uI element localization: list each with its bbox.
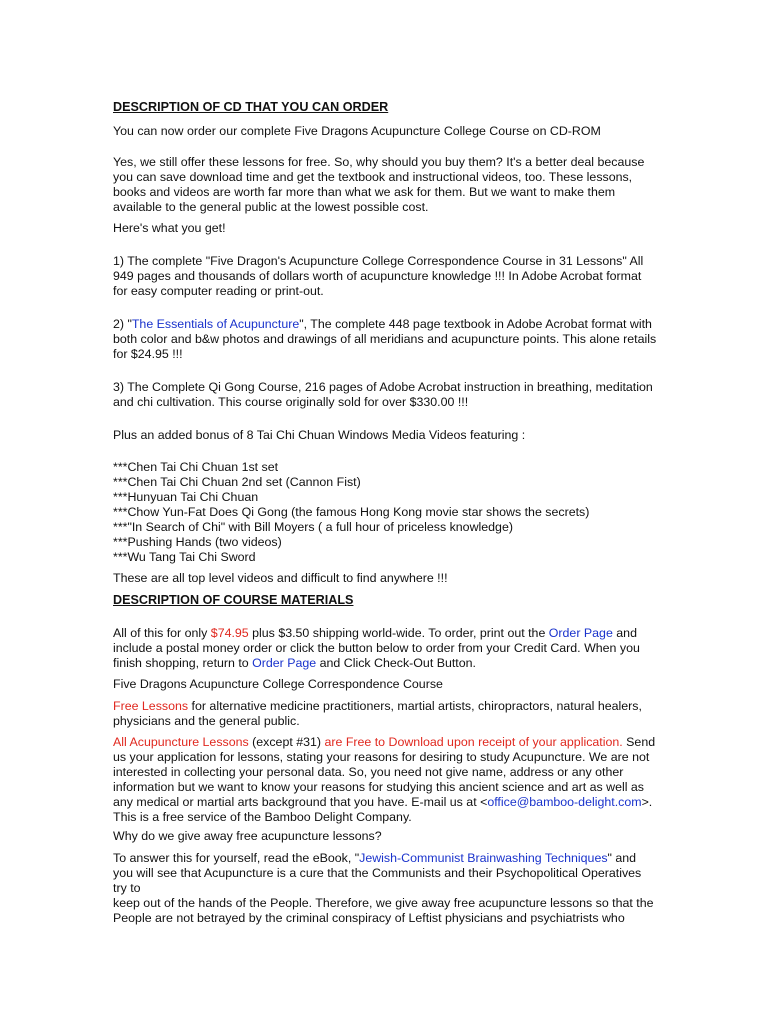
item-2: 2) "The Essentials of Acupuncture", The complete 448 page textbook in Adobe Acrobat format with both color and b&w photos and drawings of all meridians and acupuncture points. This alone retails for $24.95 !!! [113, 317, 657, 361]
heres-what-text: Here's what you get! [113, 221, 226, 235]
videos-note: These are all top level videos and difficult to find anywhere !!! [113, 571, 448, 585]
list-item: ***Wu Tang Tai Chi Sword [113, 550, 256, 564]
order-paragraph: All of this for only $74.95 plus $3.50 shipping world-wide. To order, print out the Order Page and include a postal money order or click the button below to order from your Credit Card. When you finish shopping, return to Order Page and Click Check-Out Button. [113, 626, 640, 670]
list-item: ***Chen Tai Chi Chuan 1st set [113, 460, 279, 474]
bonus-intro: Plus an added bonus of 8 Tai Chi Chuan Windows Media Videos featuring : [113, 428, 526, 442]
list-item: ***Chow Yun-Fat Does Qi Gong (the famous Hong Kong movie star shows the secrets) [113, 505, 590, 519]
item-1: 1) The complete "Five Dragon's Acupuncture College Correspondence Course in 31 Lessons" All 949 pages and thousands of dollars worth of acupuncture knowledge !!! In Adobe Acrobat format for easy computer reading or print-out. [113, 254, 644, 298]
essentials-link[interactable]: The Essentials of Acupuncture [131, 317, 300, 331]
free-lessons-label: Free Lessons [113, 699, 189, 713]
intro-text: You can now order our complete Five Dragons Acupuncture College Course on CD-ROM [113, 124, 601, 138]
order-page-link[interactable]: Order Page [548, 626, 613, 640]
item-3: 3) The Complete Qi Gong Course, 216 pages of Adobe Acrobat instruction in breathing, meditation and chi cultivation. This course originally sold for over $330.00 !!! [113, 380, 653, 409]
list-item: ***Hunyuan Tai Chi Chuan [113, 490, 259, 504]
free-lessons-paragraph: Free Lessons for alternative medicine practitioners, martial artists, chiropractors, natural healers, physicians and the general public. [113, 699, 642, 728]
why-buy-paragraph: Yes, we still offer these lessons for free. So, why should you buy them? It's a better deal because you can save download time and get the textbook and instructional videos, too. These lessons, books and videos are worth far more than what we ask for them. But we want to make them available to the general public at the lowest possible cost. [113, 155, 645, 214]
answer-paragraph: To answer this for yourself, read the eBook, "Jewish-Communist Brainwashing Techniques" and you will see that Acupuncture is a cure that the Communists and their Psychopolitical Operatives try to keep out of the hands of the People. Therefore, we give away free acupuncture lessons so that the People are not betrayed by the criminal conspiracy of Leftist physicians and psychiatrists who [113, 851, 654, 925]
course-name: Five Dragons Acupuncture College Correspondence Course [113, 677, 443, 691]
price: $74.95 [210, 626, 249, 640]
list-item: ***"In Search of Chi" with Bill Moyers ( a full hour of priceless knowledge) [113, 520, 513, 534]
all-lessons-paragraph: All Acupuncture Lessons (except #31) are Free to Download upon receipt of your application. Send us your application for lessons, stating your reasons for desiring to study Acupuncture. We are not interested in collecting your personal data. So, you need not give name, address or any other information but we want to know your reasons for studying this ancient science and art as well as any medical or martial arts background that you have. E-mail us at <office@bamboo-delight.com>. This is a free service of the Bamboo Delight Company. [113, 735, 656, 824]
list-item: ***Pushing Hands (two videos) [113, 535, 282, 549]
why-free-question: Why do we give away free acupuncture lessons? [113, 829, 382, 843]
list-item: ***Chen Tai Chi Chuan 2nd set (Cannon Fist) [113, 475, 361, 489]
ebook-link[interactable]: Jewish-Communist Brainwashing Techniques [359, 851, 608, 865]
order-page-link-2[interactable]: Order Page [252, 656, 317, 670]
email-link[interactable]: office@bamboo-delight.com [487, 795, 642, 809]
heading-cd-order: DESCRIPTION OF CD THAT YOU CAN ORDER [113, 100, 389, 114]
video-list [113, 460, 658, 565]
heading-course-materials: DESCRIPTION OF COURSE MATERIALS [113, 593, 354, 607]
